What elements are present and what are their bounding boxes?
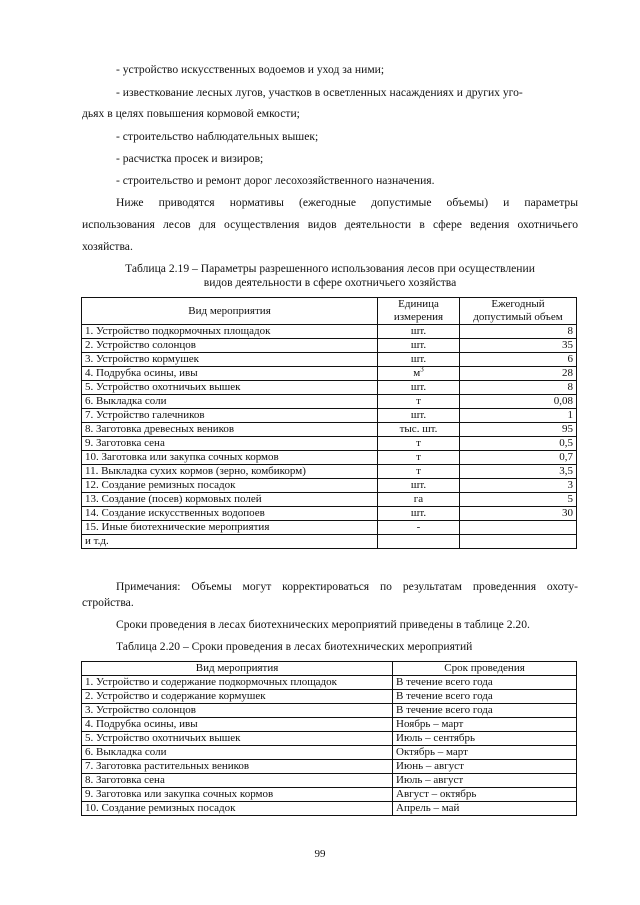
period-cell: Ноябрь – март — [393, 718, 577, 732]
intro-line: - расчистка просек и визиров; — [116, 152, 264, 165]
period-cell: Июль – сентябрь — [393, 732, 577, 746]
volume-cell: 8 — [460, 381, 577, 395]
table-header-row — [82, 662, 577, 676]
activity-cell: 3. Устройство кормушек — [82, 353, 378, 367]
table-row — [82, 325, 577, 339]
activity-cell: 7. Заготовка растительных веников — [82, 760, 393, 774]
activity-cell: 9. Заготовка или закупка сочных кормов — [82, 788, 393, 802]
unit-cell: шт. — [378, 339, 460, 353]
unit-cell: шт. — [378, 381, 460, 395]
unit-cell: т — [378, 465, 460, 479]
period-cell: В течение всего года — [393, 690, 577, 704]
table-row — [82, 465, 577, 479]
period-cell: Июнь – август — [393, 760, 577, 774]
table-row — [82, 788, 577, 802]
intro-line: - строительство и ремонт дорог лесохозяйственного назначения. — [116, 174, 435, 187]
activity-cell: 14. Создание искусственных водопоев — [82, 507, 378, 521]
table-row — [82, 718, 577, 732]
table-row — [82, 339, 577, 353]
header-unit: Единица измерения — [378, 298, 460, 325]
paragraph-line: Ниже приводятся нормативы (ежегодные допустимые объемы) и параметры — [116, 196, 578, 209]
table-row — [82, 507, 577, 521]
table-row — [82, 479, 577, 493]
activity-cell: 3. Устройство солонцов — [82, 704, 393, 718]
header-activity: Вид мероприятия — [82, 298, 378, 325]
activity-cell: 4. Подрубка осины, ивы — [82, 718, 393, 732]
unit-cell: шт. — [378, 325, 460, 339]
volume-cell: 28 — [460, 367, 577, 381]
table-row — [82, 704, 577, 718]
page-number: 99 — [314, 848, 326, 860]
table-row — [82, 353, 577, 367]
unit-cell: тыс. шт. — [378, 423, 460, 437]
table-row — [82, 367, 577, 381]
parameters-table — [81, 297, 577, 549]
activity-cell: 4. Подрубка осины, ивы — [82, 367, 378, 381]
timing-table — [81, 661, 577, 816]
activity-cell: 6. Выкладка соли — [82, 395, 378, 409]
note-line: Примечания: Объемы могут корректироваться по результатам проведенния охоту- — [116, 580, 578, 593]
paragraph-line: Сроки проведения в лесах биотехнических мероприятий приведены в таблице 2.20. — [116, 618, 530, 631]
table-row — [82, 409, 577, 423]
table-caption: Таблица 2.19 – Параметры разрешенного использования лесов при осуществлении — [125, 262, 535, 275]
period-cell: Октябрь – март — [393, 746, 577, 760]
table-row — [82, 493, 577, 507]
table-caption: Таблица 2.20 – Сроки проведения в лесах биотехнических мероприятий — [116, 640, 473, 653]
table-header-row — [82, 298, 577, 325]
intro-line: - строительство наблюдательных вышек; — [116, 130, 319, 143]
unit-cell — [378, 535, 460, 549]
volume-cell: 3 — [460, 479, 577, 493]
activity-cell: 1. Устройство подкормочных площадок — [82, 325, 378, 339]
activity-cell: 5. Устройство охотничьих вышек — [82, 732, 393, 746]
volume-cell: 5 — [460, 493, 577, 507]
activity-cell: 9. Заготовка сена — [82, 437, 378, 451]
table-row — [82, 451, 577, 465]
table-row — [82, 802, 577, 816]
unit-cell: $м^3$ — [378, 367, 460, 381]
activity-cell: 7. Устройство галечников — [82, 409, 378, 423]
table-caption: видов деятельности в сфере охотничьего хозяйства — [203, 276, 457, 289]
unit-cell: шт. — [378, 409, 460, 423]
volume-cell: 1 — [460, 409, 577, 423]
period-cell: Август – октябрь — [393, 788, 577, 802]
table-row — [82, 774, 577, 788]
unit-cell: шт. — [378, 353, 460, 367]
header-volume: Ежегодный допустимый объем — [460, 298, 577, 325]
activity-cell: 2. Устройство солонцов — [82, 339, 378, 353]
table-row — [82, 535, 577, 549]
period-cell: Апрель – май — [393, 802, 577, 816]
activity-cell: 6. Выкладка соли — [82, 746, 393, 760]
table-row — [82, 395, 577, 409]
table-row — [82, 732, 577, 746]
volume-cell: 30 — [460, 507, 577, 521]
activity-cell: 13. Создание (посев) кормовых полей — [82, 493, 378, 507]
table-row — [82, 746, 577, 760]
volume-cell: 0,08 — [460, 395, 577, 409]
volume-cell: 35 — [460, 339, 577, 353]
table-row — [82, 437, 577, 451]
activity-cell: 11. Выкладка сухих кормов (зерно, комбикорм) — [82, 465, 378, 479]
activity-cell: 1. Устройство и содержание подкормочных площадок — [82, 676, 393, 690]
intro-line: - известкование лесных лугов, участков в осветленных насаждениях и других уго- — [116, 86, 523, 99]
volume-cell: 6 — [460, 353, 577, 367]
volume-cell: 3,5 — [460, 465, 577, 479]
unit-cell: га — [378, 493, 460, 507]
activity-cell: 5. Устройство охотничьих вышек — [82, 381, 378, 395]
volume-cell — [460, 521, 577, 535]
period-cell: В течение всего года — [393, 676, 577, 690]
paragraph-line: использования лесов для осуществления видов деятельности в сфере ведения охотничьего — [82, 218, 578, 231]
activity-cell: и т.д. — [82, 535, 378, 549]
volume-cell: 0,7 — [460, 451, 577, 465]
unit-cell: т — [378, 437, 460, 451]
table-row — [82, 423, 577, 437]
activity-cell: 8. Заготовка сена — [82, 774, 393, 788]
activity-cell: 10. Создание ремизных посадок — [82, 802, 393, 816]
volume-cell: 95 — [460, 423, 577, 437]
activity-cell: 8. Заготовка древесных веников — [82, 423, 378, 437]
unit-cell: шт. — [378, 507, 460, 521]
note-line: стройства. — [82, 596, 134, 609]
table-row — [82, 760, 577, 774]
table-row — [82, 521, 577, 535]
table-row — [82, 676, 577, 690]
activity-cell: 15. Иные биотехнические мероприятия — [82, 521, 378, 535]
header-period: Срок проведения — [393, 662, 577, 676]
header-activity: Вид мероприятия — [82, 662, 393, 676]
unit-cell: т — [378, 395, 460, 409]
volume-cell: 8 — [460, 325, 577, 339]
unit-cell: т — [378, 451, 460, 465]
table-row — [82, 690, 577, 704]
activity-cell: 2. Устройство и содержание кормушек — [82, 690, 393, 704]
volume-cell — [460, 535, 577, 549]
activity-cell: 10. Заготовка или закупка сочных кормов — [82, 451, 378, 465]
activity-cell: 12. Создание ремизных посадок — [82, 479, 378, 493]
period-cell: В течение всего года — [393, 704, 577, 718]
unit-cell: - — [378, 521, 460, 535]
intro-line: - устройство искусственных водоемов и уход за ними; — [116, 63, 385, 76]
table-row — [82, 381, 577, 395]
intro-line: дьях в целях повышения кормовой емкости; — [82, 107, 300, 120]
unit-cell: шт. — [378, 479, 460, 493]
volume-cell: 0,5 — [460, 437, 577, 451]
period-cell: Июль – август — [393, 774, 577, 788]
paragraph-line: хозяйства. — [82, 240, 133, 253]
